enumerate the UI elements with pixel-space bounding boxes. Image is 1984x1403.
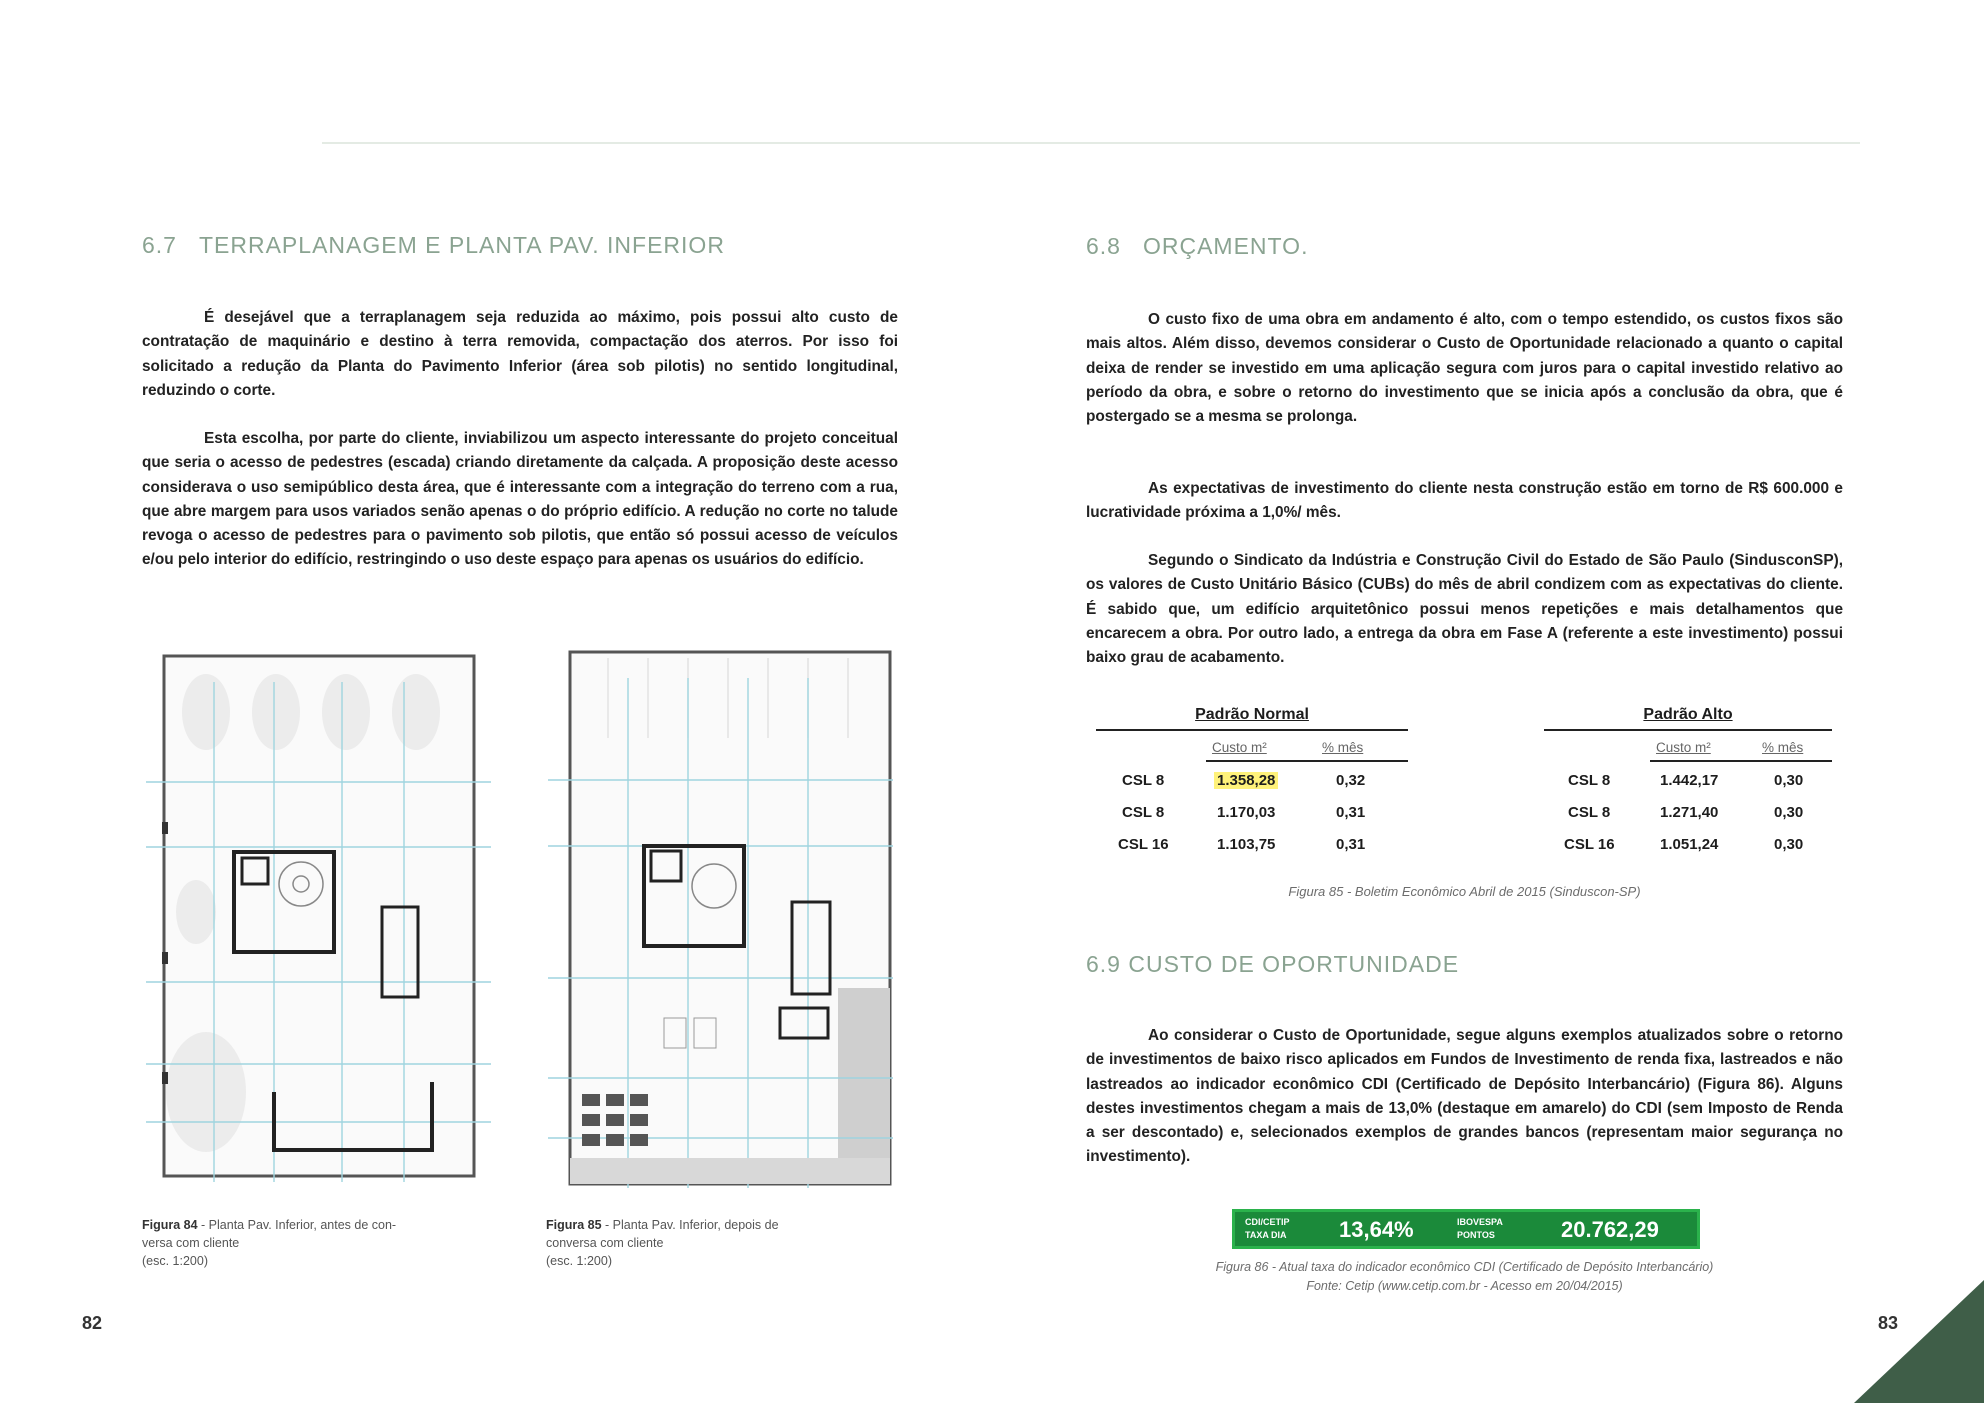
top-rule — [322, 142, 1860, 144]
cub-high-row — [1544, 772, 1832, 794]
cub-normal-row — [1096, 804, 1408, 826]
cub-pct: 0,30 — [1774, 804, 1804, 821]
cub-pct: 0,32 — [1336, 772, 1366, 789]
page-number-left: 82 — [82, 1313, 103, 1333]
cub-label: CSL 16 — [1564, 836, 1615, 853]
ibovespa-sublabel: PONTOS — [1457, 1230, 1495, 1240]
cub-label: CSL 8 — [1122, 804, 1165, 821]
cub-high-col-cost: Custo m² — [1656, 740, 1711, 755]
cub-high-row — [1544, 804, 1832, 826]
cub-label: CSL 16 — [1118, 836, 1169, 853]
section-heading-6-9: 6.9 CUSTO DE OPORTUNIDADE — [1086, 951, 1460, 977]
figure-85-plan-caption — [546, 1216, 906, 1270]
cub-pct: 0,30 — [1774, 772, 1804, 789]
cub-pct: 0,31 — [1336, 836, 1366, 853]
cub-high-title: Padrão Alto — [1643, 706, 1733, 723]
cub-cost: 1.170,03 — [1217, 804, 1276, 821]
section-heading-6-8 — [1086, 233, 1308, 260]
cub-normal-row — [1096, 836, 1408, 858]
cub-high-row — [1544, 836, 1832, 858]
right-paragraph-1: O custo fixo de uma obra em andamento é alto, com o tempo estendido, os custos fixos são mais altos. Além disso, devemos considerar o Custo de Oportunidade relacionado a quanto o capital deixa de render se investido em uma aplicação segura com juros para o capital investido relativo ao período da obra, e sobre o retorno do investimento que se inicia após a conclusão da obra, que é postergado se a mesma se prolonga. — [1086, 311, 1843, 426]
cub-high-col-pct: % mês — [1762, 740, 1804, 755]
left-paragraph-1: É desejável que a terraplanagem seja reduzida ao máximo, pois possui alto custo de contratação de maquinário e destino à terra removida, compactação dos aterros. Por isso foi solicitado a redução da Planta do Pavimento Inferior (área sob pilotis) no sentido longitudinal, reduzindo o corte. — [142, 309, 898, 399]
cub-normal-title: Padrão Normal — [1195, 706, 1309, 723]
figure-86-caption-line2: Fonte: Cetip (www.cetip.com.br - Acesso em 20/04/2015) — [1306, 1279, 1623, 1293]
right-paragraph-4: Ao considerar o Custo de Oportunidade, segue alguns exemplos atualizados sobre o retorno de investimentos de baixo risco aplicados em Fundos de Investimento de renda fixa, lastreados e não lastreados ao indicador econômico CDI (Certificado de Depósito Interbancário) (Figura 86). Alguns destes investimentos chegam a mais de 13,0% (destaque em amarelo) do CDI (sem Imposto de Renda a ser descontado) e, selecionados exemplos de grandes bancos (representam maior segurança no investimento). — [1086, 1027, 1843, 1166]
cdi-sublabel: TAXA DIA — [1245, 1230, 1287, 1240]
figure-84-line2: versa com cliente — [142, 1236, 240, 1250]
page-number-right: 83 — [1878, 1313, 1899, 1333]
cub-normal-rule-2 — [1206, 760, 1408, 762]
figure-86-caption-line1: Figura 86 - Atual taxa do indicador econômico CDI (Certificado de Depósito Interbancário) — [1215, 1260, 1714, 1274]
cub-high-rule — [1544, 729, 1832, 731]
cub-cost-highlight: 1.358,28 — [1214, 772, 1278, 789]
figure-84-caption — [142, 1216, 502, 1270]
cub-cost: 1.051,24 — [1660, 836, 1719, 853]
cub-cost: 1.442,17 — [1660, 772, 1719, 789]
floor-plan-before — [146, 652, 496, 1194]
figure-85-plan-label: Figura 85 — [546, 1218, 602, 1232]
cub-normal-row — [1096, 772, 1408, 794]
cdi-label: CDI/CETIP — [1245, 1217, 1290, 1227]
figure-84-text: - Planta Pav. Inferior, antes de con- — [197, 1218, 397, 1232]
floor-plan-after — [548, 648, 900, 1194]
figure-84-label: Figura 84 — [142, 1218, 198, 1232]
heading-text: TERRAPLANAGEM E PLANTA PAV. INFERIOR — [198, 232, 725, 258]
cub-label: CSL 8 — [1568, 804, 1611, 821]
cub-pct: 0,31 — [1336, 804, 1366, 821]
heading-text: ORÇAMENTO. — [1142, 233, 1309, 259]
left-paragraph-2: Esta escolha, por parte do cliente, inviabilizou um aspecto interessante do projeto conceitual que seria o acesso de pedestres (escada) criando diretamente da calçada. A proposição deste acesso considerava o uso semipúblico desta área, que é interessante com a integração do terreno com a rua, que abre margem para usos variados senão apenas o do próprio edifício. A redução no corte no talude revoga o acesso de pedestres para o pavimento sob pilotis, que então só possui acesso de veículos e/ou pelo interior do edifício, restringindo o uso deste espaço para apenas os usuários do edifício. — [142, 430, 898, 569]
cub-pct: 0,30 — [1774, 836, 1804, 853]
figure-84-line3: (esc. 1:200) — [142, 1254, 209, 1268]
figure-85-plan-line2: conversa com cliente — [546, 1236, 664, 1250]
heading-number: 6.7 — [142, 232, 177, 258]
right-paragraph-2: As expectativas de investimento do cliente nesta construção estão em torno de R$ 600.000 e lucratividade próxima a 1,0%/ mês. — [1086, 480, 1843, 522]
heading-number: 6.8 — [1086, 233, 1121, 259]
figure-85-plan-text: - Planta Pav. Inferior, depois de — [601, 1218, 779, 1232]
section-heading-6-7 — [142, 232, 725, 259]
cub-label: CSL 8 — [1122, 772, 1165, 789]
cdi-indicator-bar — [1232, 1209, 1700, 1249]
corner-decoration — [1854, 1280, 1984, 1403]
ibovespa-label: IBOVESPA — [1457, 1217, 1503, 1227]
right-paragraph-3: Segundo o Sindicato da Indústria e Construção Civil do Estado de São Paulo (SindusconSP), os valores de Custo Unitário Básico (CUBs) do mês de abril condizem com as expectativas do cliente. É sabido que, um edifício arquitetônico possui menos repetições e mais detalhamentos que encarecem a obra. Por outro lado, a entrega da obra em Fase A (referente a este investimento) possui baixo grau de acabamento. — [1086, 552, 1843, 667]
ibovespa-value: 20.762,29 — [1561, 1217, 1659, 1242]
cub-cost: 1.103,75 — [1217, 836, 1276, 853]
cub-high-rule-2 — [1650, 760, 1832, 762]
cub-normal-col-cost: Custo m² — [1212, 740, 1267, 755]
cub-normal-col-pct: % mês — [1322, 740, 1364, 755]
cub-cost: 1.271,40 — [1660, 804, 1719, 821]
figure-85-plan-line3: (esc. 1:200) — [546, 1254, 613, 1268]
cub-normal-rule — [1096, 729, 1408, 731]
cub-label: CSL 8 — [1568, 772, 1611, 789]
figure-85-caption: Figura 85 - Boletim Econômico Abril de 2015 (Sinduscon-SP) — [1288, 884, 1641, 899]
cdi-value: 13,64% — [1339, 1217, 1414, 1242]
